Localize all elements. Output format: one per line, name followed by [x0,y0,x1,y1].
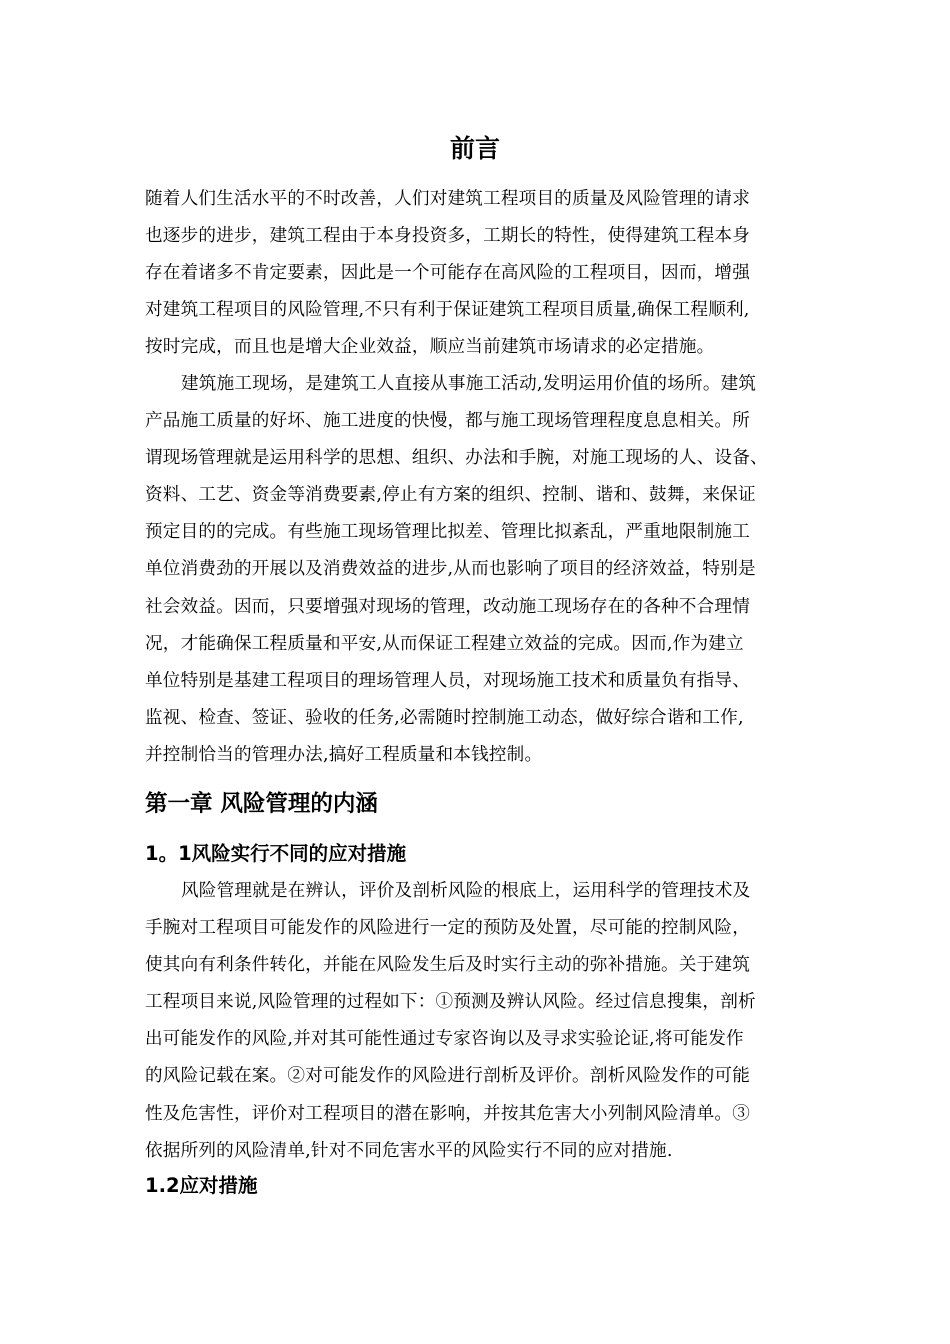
text-line: 建筑施工现场，是建筑工人直接从事施工活动,发明运用价值的场所。建筑 [181,374,757,394]
text-line: 手腕对工程项目可能发作的风险进行一定的预防及处置，尽可能的控制风险， [145,918,750,939]
section-heading-1-2: 1.2应对措施 [145,1174,258,1197]
text-line: 单位特别是基建工程项目的理场管理人员，对现场施工技术和质量负有指导、 [145,670,750,691]
text-line: 资料、工艺、资金等消费要素,停止有方案的组织、控制、谐和、鼓舞，来保证 [145,485,756,506]
text-line: 产品施工质量的好坏、施工进度的快慢，都与施工现场管理程度息息相关。所 [145,411,750,432]
text-line: 工程项目来说,风险管理的过程如下：①预测及辨认风险。经过信息搜集，剖析 [145,992,756,1013]
text-line: 对建筑工程项目的风险管理,不只有利于保证建筑工程项目质量,确保工程顺利, [145,300,750,321]
text-line: 使其向有利条件转化，并能在风险发生后及时实行主动的弥补措施。关于建筑 [145,955,750,976]
text-line: 出可能发作的风险,并对其可能性通过专家咨询以及寻求实验论证,将可能发作 [145,1029,744,1050]
text-line: 预定目的的完成。有些施工现场管理比拟差、管理比拟紊乱，严重地限制施工 [145,522,750,543]
text-line: 风险管理就是在辨认，评价及剖析风险的根底上，运用科学的管理技术及 [181,881,751,901]
preface-paragraph-2 [145,366,805,774]
text-line: 的风险记载在案。②对可能发作的风险进行剖析及评价。剖析风险发作的可能 [145,1066,750,1087]
chapter-heading: 第一章 风险管理的内涵 [145,791,378,817]
text-line: 性及危害性，评价对工程项目的潜在影响，并按其危害大小列制风险清单。③ [145,1103,750,1124]
text-line: 单位消费劲的开展以及消费效益的进步,从而也影响了项目的经济效益，特别是 [145,559,756,580]
page-title: 前言 [449,134,500,163]
section-heading-1-1: 1。1风险实行不同的应对措施 [145,842,407,865]
text-line: 按时完成，而且也是增大企业效益，顺应当前建筑市场请求的必定措施。 [145,337,715,358]
text-line: 况，才能确保工程质量和平安,从而保证工程建立效益的完成。因而,作为建立 [145,633,744,654]
text-line: 监视、检查、签证、验收的任务,必需随时控制施工动态，做好综合谐和工作, [145,707,744,728]
text-line: 存在着诸多不肯定要素，因此是一个可能存在高风险的工程项目，因而，增强 [145,263,750,284]
text-line: 随着人们生活水平的不时改善，人们对建筑工程项目的质量及风险管理的请求 [145,189,750,209]
text-line: 也逐步的进步，建筑工程由于本身投资多，工期长的特性，使得建筑工程本身 [145,226,750,247]
text-line: 并控制恰当的管理办法,搞好工程质量和本钱控制。 [145,744,543,765]
text-line: 谓现场管理就是运用科学的思想、组织、办法和手腕，对施工现场的人、设备、 [145,448,768,469]
text-line: 社会效益。因而，只要增强对现场的管理，改动施工现场存在的各种不合理情 [145,596,750,617]
preface-paragraph-1 [145,181,805,366]
text-line: 依据所列的风险清单,针对不同危害水平的风险实行不同的应对措施. [145,1140,673,1161]
section-1-1-paragraph [145,873,805,1170]
